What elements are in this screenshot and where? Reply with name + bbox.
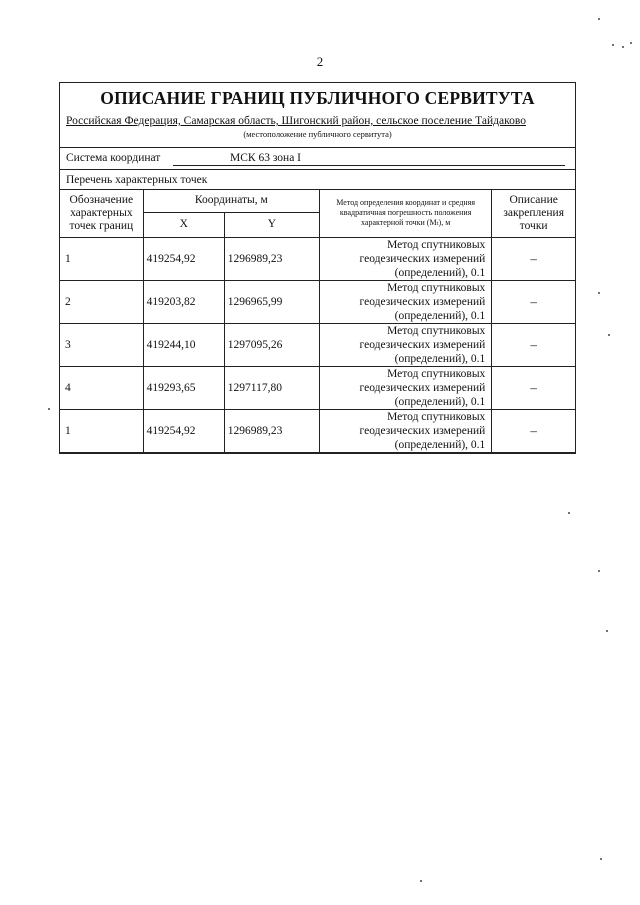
coordinate-system-row xyxy=(60,148,575,170)
header-method: Метод определения координат и средняя квадратичная погрешность положения характерной точки (Mₜ), м xyxy=(319,190,491,237)
scan-speck xyxy=(606,630,608,632)
points-list-row xyxy=(60,170,575,190)
coordinate-x: 419254,92 xyxy=(143,409,224,452)
scan-speck xyxy=(608,334,610,336)
method-text: Метод спутниковых геодезических измерений (определений), 0.1 xyxy=(319,323,491,366)
header-x: X xyxy=(143,212,224,237)
coordinate-x: 419244,10 xyxy=(143,323,224,366)
coordinate-y: 1297117,80 xyxy=(224,366,319,409)
scan-speck xyxy=(598,292,600,294)
fixation-description: – xyxy=(492,280,575,323)
page-number: 2 xyxy=(316,54,324,69)
coordinate-x: 419203,82 xyxy=(143,280,224,323)
coordinate-system-value: МСК 63 зона I xyxy=(230,152,302,164)
header-block xyxy=(60,83,575,148)
coordinate-system-label: Система координат xyxy=(66,152,161,164)
coordinate-y: 1296989,23 xyxy=(224,237,319,280)
header-y: Y xyxy=(224,212,319,237)
table-row xyxy=(60,323,575,366)
point-number: 1 xyxy=(60,237,143,280)
coordinate-y: 1297095,26 xyxy=(224,323,319,366)
coordinate-x: 419293,65 xyxy=(143,366,224,409)
table-row xyxy=(60,237,575,280)
header-designation: Обозначение характерных точек границ xyxy=(60,190,143,237)
document-title: ОПИСАНИЕ ГРАНИЦ ПУБЛИЧНОГО СЕРВИТУТА xyxy=(100,88,535,108)
coordinate-x: 419254,92 xyxy=(143,237,224,280)
table-row xyxy=(60,366,575,409)
points-table xyxy=(60,190,575,453)
method-text: Метод спутниковых геодезических измерений (определений), 0.1 xyxy=(319,237,491,280)
scan-speck xyxy=(568,512,570,514)
scan-speck xyxy=(612,44,614,46)
scan-speck xyxy=(598,18,600,20)
scan-speck xyxy=(48,408,50,410)
method-text: Метод спутниковых геодезических измерений (определений), 0.1 xyxy=(319,366,491,409)
scan-speck xyxy=(630,42,632,44)
point-number: 1 xyxy=(60,409,143,452)
table-row xyxy=(60,409,575,452)
scan-speck xyxy=(600,858,602,860)
scan-speck xyxy=(598,570,600,572)
point-number: 3 xyxy=(60,323,143,366)
method-text: Метод спутниковых геодезических измерений (определений), 0.1 xyxy=(319,280,491,323)
fixation-description: – xyxy=(492,323,575,366)
method-text: Метод спутниковых геодезических измерений (определений), 0.1 xyxy=(319,409,491,452)
points-list-label: Перечень характерных точек xyxy=(66,174,208,186)
servitude-description-frame xyxy=(59,82,576,454)
fixation-description: – xyxy=(492,237,575,280)
coordinate-y: 1296989,23 xyxy=(224,409,319,452)
point-number: 2 xyxy=(60,280,143,323)
location-text: Российская Федерация, Самарская область, Шигонский район, сельское поселение Тайдаково xyxy=(66,115,526,127)
table-row xyxy=(60,280,575,323)
fixation-description: – xyxy=(492,366,575,409)
scan-speck xyxy=(622,46,624,48)
coordinate-y: 1296965,99 xyxy=(224,280,319,323)
header-coordinates: Координаты, м xyxy=(143,190,319,212)
scan-speck xyxy=(420,880,422,882)
location-hint: (местоположение публичного сервитута) xyxy=(243,129,392,139)
fixation-description: – xyxy=(492,409,575,452)
point-number: 4 xyxy=(60,366,143,409)
coordinate-system-underline xyxy=(173,165,565,166)
header-description: Описание закрепления точки xyxy=(492,190,575,237)
